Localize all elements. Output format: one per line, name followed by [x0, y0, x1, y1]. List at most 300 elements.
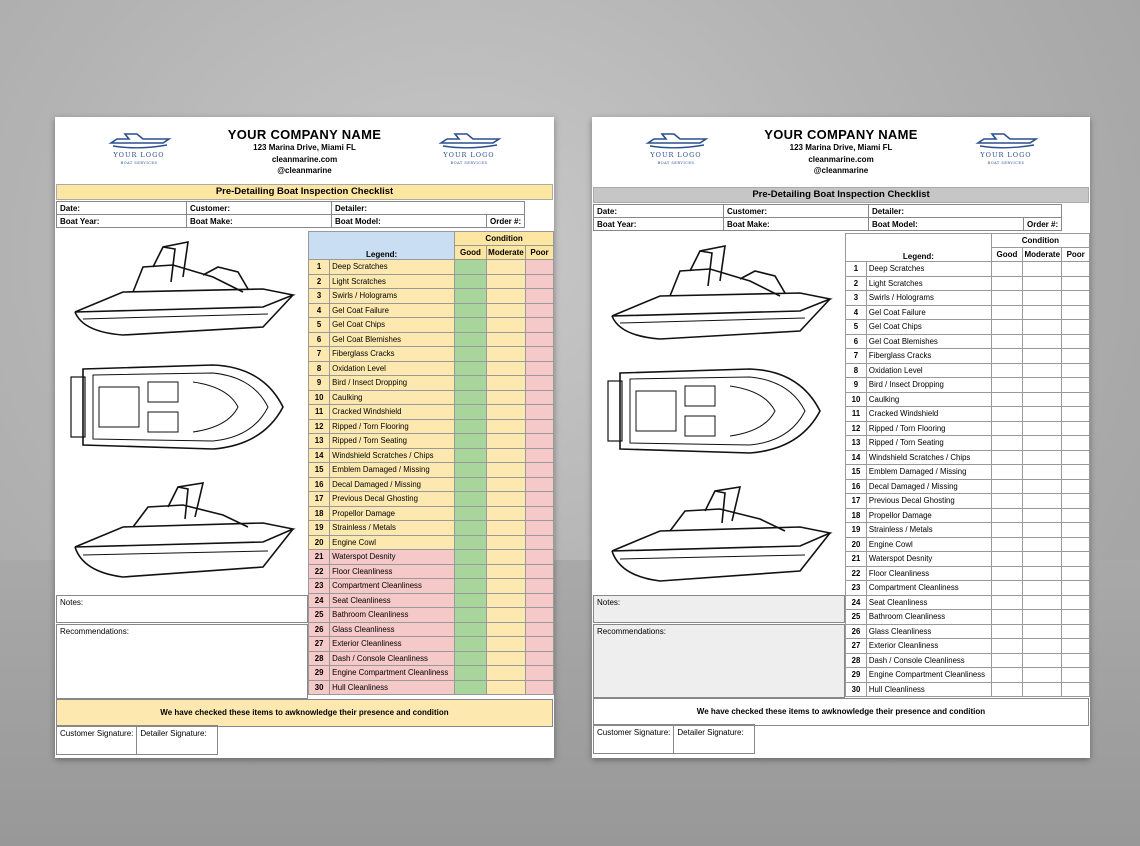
poor-checkbox[interactable] [1062, 421, 1090, 436]
sheet-header [55, 117, 554, 185]
table-row [846, 494, 1090, 509]
good-checkbox[interactable] [455, 361, 487, 376]
poor-checkbox[interactable] [526, 506, 554, 521]
item-number: 25 [846, 610, 867, 625]
poor-checkbox[interactable] [526, 274, 554, 289]
poor-checkbox[interactable] [526, 564, 554, 579]
moderate-checkbox[interactable] [1023, 537, 1062, 552]
moderate-checkbox[interactable] [486, 535, 525, 550]
good-checkbox[interactable] [455, 608, 487, 623]
good-checkbox[interactable] [455, 448, 487, 463]
good-checkbox[interactable] [991, 276, 1022, 291]
poor-checkbox[interactable] [1062, 349, 1090, 364]
item-label: Bird / Insect Dropping [866, 378, 991, 393]
table-row [846, 291, 1090, 306]
item-number: 20 [309, 535, 330, 550]
item-label: Floor Cleanliness [330, 564, 455, 579]
item-label: Fiberglass Cracks [866, 349, 991, 364]
item-label: Gel Coat Blemishes [330, 332, 455, 347]
good-checkbox[interactable] [455, 318, 487, 333]
logo-subtext: BOAT SERVICES [450, 161, 488, 165]
poor-checkbox[interactable] [526, 434, 554, 449]
checklist-rows [309, 260, 554, 695]
boat-make-field[interactable]: Boat Make: [187, 215, 332, 228]
moderate-checkbox[interactable] [1023, 276, 1062, 291]
poor-checkbox[interactable] [526, 318, 554, 333]
good-checkbox[interactable] [455, 332, 487, 347]
recommendations-box[interactable]: Recommendations: [56, 624, 308, 699]
poor-checkbox[interactable] [526, 405, 554, 420]
good-checkbox[interactable] [991, 465, 1022, 480]
moderate-checkbox[interactable] [486, 579, 525, 594]
item-number: 8 [309, 361, 330, 376]
moderate-checkbox[interactable] [1023, 552, 1062, 567]
moderate-checkbox[interactable] [1023, 349, 1062, 364]
item-label: Glass Cleanliness [866, 624, 991, 639]
good-checkbox[interactable] [991, 552, 1022, 567]
moderate-checkbox[interactable] [486, 564, 525, 579]
item-label: Dash / Console Cleanliness [866, 653, 991, 668]
item-label: Ripped / Torn Flooring [866, 421, 991, 436]
poor-checkbox[interactable] [1062, 465, 1090, 480]
moderate-checkbox[interactable] [486, 463, 525, 478]
good-checkbox[interactable] [991, 262, 1022, 277]
good-checkbox[interactable] [455, 535, 487, 550]
poor-checkbox[interactable] [526, 303, 554, 318]
good-checkbox[interactable] [455, 303, 487, 318]
poor-checkbox[interactable] [526, 361, 554, 376]
table-row [846, 653, 1090, 668]
good-checkbox[interactable] [455, 622, 487, 637]
item-number: 18 [309, 506, 330, 521]
poor-checkbox[interactable] [1062, 552, 1090, 567]
good-checkbox[interactable] [455, 492, 487, 507]
poor-checkbox[interactable] [1062, 639, 1090, 654]
moderate-checkbox[interactable] [486, 477, 525, 492]
good-checkbox[interactable] [455, 463, 487, 478]
good-checkbox[interactable] [455, 347, 487, 362]
item-label: Ripped / Torn Seating [866, 436, 991, 451]
moderate-checkbox[interactable] [1023, 479, 1062, 494]
good-checkbox[interactable] [991, 595, 1022, 610]
order-field[interactable]: Order #: [487, 215, 525, 228]
good-checkbox[interactable] [991, 378, 1022, 393]
moderate-checkbox[interactable] [1023, 465, 1062, 480]
notes-box[interactable]: Notes: [56, 595, 308, 623]
moderate-checkbox[interactable] [1023, 494, 1062, 509]
good-checkbox[interactable] [991, 610, 1022, 625]
good-header: Good [455, 246, 487, 260]
poor-checkbox[interactable] [526, 666, 554, 681]
table-row [309, 666, 554, 681]
poor-checkbox[interactable] [1062, 436, 1090, 451]
item-label: Ripped / Torn Seating [330, 434, 455, 449]
poor-checkbox[interactable] [1062, 479, 1090, 494]
poor-checkbox[interactable] [526, 622, 554, 637]
good-checkbox[interactable] [455, 419, 487, 434]
moderate-checkbox[interactable] [1023, 363, 1062, 378]
table-row [309, 390, 554, 405]
good-checkbox[interactable] [455, 405, 487, 420]
moderate-checkbox[interactable] [486, 651, 525, 666]
item-label: Glass Cleanliness [330, 622, 455, 637]
poor-checkbox[interactable] [1062, 450, 1090, 465]
moderate-checkbox[interactable] [486, 361, 525, 376]
good-checkbox[interactable] [455, 506, 487, 521]
good-checkbox[interactable] [991, 450, 1022, 465]
poor-checkbox[interactable] [526, 550, 554, 565]
item-label: Light Scratches [866, 276, 991, 291]
moderate-checkbox[interactable] [486, 506, 525, 521]
moderate-checkbox[interactable] [1023, 436, 1062, 451]
boat-side-icon [75, 483, 293, 577]
table-row [846, 262, 1090, 277]
moderate-checkbox[interactable] [486, 666, 525, 681]
company-block [712, 127, 970, 177]
detailer-field[interactable]: Detailer: [869, 205, 1062, 218]
good-checkbox[interactable] [991, 407, 1022, 422]
poor-checkbox[interactable] [526, 448, 554, 463]
poor-checkbox[interactable] [1062, 494, 1090, 509]
good-checkbox[interactable] [455, 390, 487, 405]
legend-header: Legend: [309, 232, 455, 260]
boat-diagrams [63, 237, 301, 597]
item-number: 18 [846, 508, 867, 523]
good-checkbox[interactable] [991, 508, 1022, 523]
date-field[interactable]: Date: [594, 205, 724, 218]
good-checkbox[interactable] [455, 666, 487, 681]
poor-checkbox[interactable] [1062, 595, 1090, 610]
logo-boat-icon [640, 131, 712, 151]
good-checkbox[interactable] [455, 680, 487, 695]
poor-checkbox[interactable] [1062, 566, 1090, 581]
moderate-checkbox[interactable] [486, 680, 525, 695]
item-label: Compartment Cleanliness [866, 581, 991, 596]
form-title: Pre-Detailing Boat Inspection Checklist [56, 184, 553, 200]
poor-checkbox[interactable] [526, 332, 554, 347]
good-checkbox[interactable] [455, 260, 487, 275]
good-checkbox[interactable] [991, 479, 1022, 494]
poor-checkbox[interactable] [526, 477, 554, 492]
table-row [846, 566, 1090, 581]
good-checkbox[interactable] [455, 637, 487, 652]
poor-checkbox[interactable] [1062, 624, 1090, 639]
item-number: 7 [846, 349, 867, 364]
poor-checkbox[interactable] [526, 419, 554, 434]
moderate-checkbox[interactable] [1023, 508, 1062, 523]
table-row [309, 622, 554, 637]
poor-checkbox[interactable] [526, 521, 554, 536]
detailer-signature-field[interactable]: Detailer Signature: [137, 726, 217, 755]
boat-model-field[interactable]: Boat Model: [332, 215, 487, 228]
good-checkbox[interactable] [991, 436, 1022, 451]
moderate-checkbox[interactable] [1023, 334, 1062, 349]
poor-checkbox[interactable] [526, 593, 554, 608]
logo-boat-icon [433, 131, 505, 151]
item-label: Gel Coat Failure [330, 303, 455, 318]
moderate-checkbox[interactable] [486, 637, 525, 652]
company-website: cleanmarine.com [271, 154, 338, 164]
poor-checkbox[interactable] [1062, 334, 1090, 349]
good-checkbox[interactable] [991, 581, 1022, 596]
poor-checkbox[interactable] [1062, 291, 1090, 306]
item-number: 17 [846, 494, 867, 509]
item-label: Cracked Windshield [866, 407, 991, 422]
item-number: 20 [846, 537, 867, 552]
poor-checkbox[interactable] [1062, 653, 1090, 668]
info-fields [56, 201, 525, 228]
item-number: 23 [309, 579, 330, 594]
poor-checkbox[interactable] [1062, 378, 1090, 393]
moderate-checkbox[interactable] [1023, 392, 1062, 407]
moderate-checkbox[interactable] [486, 550, 525, 565]
logo-boat-icon [103, 131, 175, 151]
logo-text: YOUR LOGO [980, 151, 1032, 159]
item-label: Seat Cleanliness [330, 593, 455, 608]
moderate-checkbox[interactable] [486, 318, 525, 333]
table-row [846, 349, 1090, 364]
poor-checkbox[interactable] [526, 579, 554, 594]
table-row [309, 347, 554, 362]
item-number: 23 [846, 581, 867, 596]
moderate-checkbox[interactable] [486, 448, 525, 463]
poor-checkbox[interactable] [1062, 523, 1090, 538]
boat-side-icon [75, 242, 293, 335]
item-label: Caulking [866, 392, 991, 407]
item-label: Emblem Damaged / Missing [330, 463, 455, 478]
good-checkbox[interactable] [991, 334, 1022, 349]
poor-checkbox[interactable] [526, 347, 554, 362]
good-checkbox[interactable] [455, 579, 487, 594]
good-checkbox[interactable] [991, 494, 1022, 509]
poor-checkbox[interactable] [526, 680, 554, 695]
detailer-signature-field[interactable]: Detailer Signature: [674, 725, 754, 754]
good-checkbox[interactable] [991, 421, 1022, 436]
good-checkbox[interactable] [991, 624, 1022, 639]
form-title: Pre-Detailing Boat Inspection Checklist [593, 187, 1089, 203]
moderate-checkbox[interactable] [486, 376, 525, 391]
poor-checkbox[interactable] [526, 608, 554, 623]
good-checkbox[interactable] [991, 566, 1022, 581]
item-label: Hull Cleanliness [330, 680, 455, 695]
moderate-checkbox[interactable] [1023, 523, 1062, 538]
table-row [309, 361, 554, 376]
moderate-checkbox[interactable] [486, 405, 525, 420]
logo-subtext: BOAT SERVICES [987, 161, 1025, 165]
order-field[interactable]: Order #: [1024, 218, 1062, 231]
good-checkbox[interactable] [991, 523, 1022, 538]
poor-checkbox[interactable] [526, 492, 554, 507]
moderate-checkbox[interactable] [486, 608, 525, 623]
company-logo-right [433, 131, 505, 171]
item-number: 2 [309, 274, 330, 289]
table-row [846, 450, 1090, 465]
moderate-checkbox[interactable] [1023, 566, 1062, 581]
poor-checkbox[interactable] [1062, 363, 1090, 378]
poor-checkbox[interactable] [1062, 610, 1090, 625]
good-checkbox[interactable] [991, 537, 1022, 552]
item-number: 1 [846, 262, 867, 277]
moderate-checkbox[interactable] [1023, 262, 1062, 277]
good-checkbox[interactable] [991, 639, 1022, 654]
item-number: 27 [309, 637, 330, 652]
item-label: Compartment Cleanliness [330, 579, 455, 594]
moderate-checkbox[interactable] [1023, 450, 1062, 465]
poor-checkbox[interactable] [1062, 392, 1090, 407]
date-field[interactable]: Date: [57, 202, 187, 215]
item-number: 22 [309, 564, 330, 579]
poor-checkbox[interactable] [1062, 581, 1090, 596]
item-number: 15 [309, 463, 330, 478]
table-row [309, 434, 554, 449]
table-row [309, 579, 554, 594]
good-checkbox[interactable] [991, 682, 1022, 697]
good-checkbox[interactable] [455, 289, 487, 304]
poor-checkbox[interactable] [1062, 407, 1090, 422]
good-checkbox[interactable] [455, 521, 487, 536]
item-label: Light Scratches [330, 274, 455, 289]
good-checkbox[interactable] [455, 593, 487, 608]
table-row [846, 508, 1090, 523]
item-number: 10 [309, 390, 330, 405]
good-checkbox[interactable] [991, 363, 1022, 378]
item-label: Exterior Cleanliness [330, 637, 455, 652]
moderate-checkbox[interactable] [1023, 668, 1062, 683]
good-checkbox[interactable] [455, 434, 487, 449]
moderate-checkbox[interactable] [1023, 305, 1062, 320]
moderate-checkbox[interactable] [486, 260, 525, 275]
customer-field[interactable]: Customer: [187, 202, 332, 215]
boat-year-field[interactable]: Boat Year: [57, 215, 187, 228]
item-number: 22 [846, 566, 867, 581]
good-checkbox[interactable] [455, 477, 487, 492]
moderate-checkbox[interactable] [1023, 595, 1062, 610]
moderate-checkbox[interactable] [486, 274, 525, 289]
boat-year-field[interactable]: Boat Year: [594, 218, 724, 231]
moderate-checkbox[interactable] [486, 332, 525, 347]
notes-box[interactable]: Notes: [593, 595, 845, 623]
poor-checkbox[interactable] [526, 289, 554, 304]
moderate-checkbox[interactable] [486, 390, 525, 405]
poor-checkbox[interactable] [526, 637, 554, 652]
item-number: 28 [846, 653, 867, 668]
table-row [846, 581, 1090, 596]
poor-checkbox[interactable] [526, 260, 554, 275]
poor-checkbox[interactable] [526, 376, 554, 391]
item-label: Swirls / Holograms [866, 291, 991, 306]
good-checkbox[interactable] [455, 376, 487, 391]
item-label: Deep Scratches [866, 262, 991, 277]
signature-row [56, 725, 218, 755]
poor-checkbox[interactable] [1062, 262, 1090, 277]
good-checkbox[interactable] [991, 668, 1022, 683]
poor-checkbox[interactable] [526, 651, 554, 666]
recommendations-box[interactable]: Recommendations: [593, 624, 845, 698]
moderate-checkbox[interactable] [1023, 653, 1062, 668]
good-checkbox[interactable] [455, 274, 487, 289]
customer-signature-field[interactable]: Customer Signature: [57, 726, 137, 755]
moderate-checkbox[interactable] [1023, 682, 1062, 697]
table-row [309, 608, 554, 623]
good-checkbox[interactable] [991, 392, 1022, 407]
good-checkbox[interactable] [991, 305, 1022, 320]
good-checkbox[interactable] [991, 653, 1022, 668]
good-checkbox[interactable] [991, 349, 1022, 364]
moderate-checkbox[interactable] [1023, 610, 1062, 625]
detailer-field[interactable]: Detailer: [332, 202, 525, 215]
moderate-checkbox[interactable] [486, 593, 525, 608]
poor-checkbox[interactable] [526, 463, 554, 478]
poor-checkbox[interactable] [1062, 276, 1090, 291]
item-label: Decal Damaged / Missing [330, 477, 455, 492]
boat-top-icon [608, 369, 820, 453]
moderate-checkbox[interactable] [486, 521, 525, 536]
poor-checkbox[interactable] [1062, 682, 1090, 697]
moderate-checkbox[interactable] [486, 303, 525, 318]
item-number: 6 [846, 334, 867, 349]
moderate-checkbox[interactable] [1023, 320, 1062, 335]
moderate-checkbox[interactable] [486, 347, 525, 362]
item-number: 8 [846, 363, 867, 378]
item-number: 19 [309, 521, 330, 536]
moderate-checkbox[interactable] [1023, 407, 1062, 422]
poor-checkbox[interactable] [1062, 508, 1090, 523]
customer-field[interactable]: Customer: [724, 205, 869, 218]
good-checkbox[interactable] [991, 291, 1022, 306]
table-row [846, 334, 1090, 349]
poor-checkbox[interactable] [1062, 537, 1090, 552]
table-row [846, 479, 1090, 494]
moderate-checkbox[interactable] [1023, 378, 1062, 393]
good-checkbox[interactable] [455, 550, 487, 565]
good-header: Good [991, 248, 1022, 262]
boat-model-field[interactable]: Boat Model: [869, 218, 1024, 231]
table-row [309, 550, 554, 565]
logo-text: YOUR LOGO [443, 151, 495, 159]
table-row [309, 376, 554, 391]
moderate-checkbox[interactable] [1023, 291, 1062, 306]
moderate-checkbox[interactable] [1023, 624, 1062, 639]
moderate-checkbox[interactable] [1023, 421, 1062, 436]
boat-make-field[interactable]: Boat Make: [724, 218, 869, 231]
item-label: Deep Scratches [330, 260, 455, 275]
poor-checkbox[interactable] [1062, 668, 1090, 683]
good-checkbox[interactable] [455, 564, 487, 579]
table-row [309, 274, 554, 289]
poor-checkbox[interactable] [1062, 305, 1090, 320]
item-number: 28 [309, 651, 330, 666]
item-number: 19 [846, 523, 867, 538]
good-checkbox[interactable] [991, 320, 1022, 335]
moderate-checkbox[interactable] [486, 289, 525, 304]
moderate-checkbox[interactable] [486, 419, 525, 434]
table-row [309, 593, 554, 608]
good-checkbox[interactable] [455, 651, 487, 666]
poor-checkbox[interactable] [526, 390, 554, 405]
item-label: Engine Compartment Cleanliness [330, 666, 455, 681]
moderate-checkbox[interactable] [486, 622, 525, 637]
table-row [309, 521, 554, 536]
poor-checkbox[interactable] [1062, 320, 1090, 335]
moderate-checkbox[interactable] [486, 492, 525, 507]
customer-signature-field[interactable]: Customer Signature: [594, 725, 674, 754]
moderate-checkbox[interactable] [1023, 581, 1062, 596]
logo-subtext: BOAT SERVICES [120, 161, 158, 165]
moderate-checkbox[interactable] [1023, 639, 1062, 654]
table-row [846, 320, 1090, 335]
moderate-checkbox[interactable] [486, 434, 525, 449]
poor-checkbox[interactable] [526, 535, 554, 550]
